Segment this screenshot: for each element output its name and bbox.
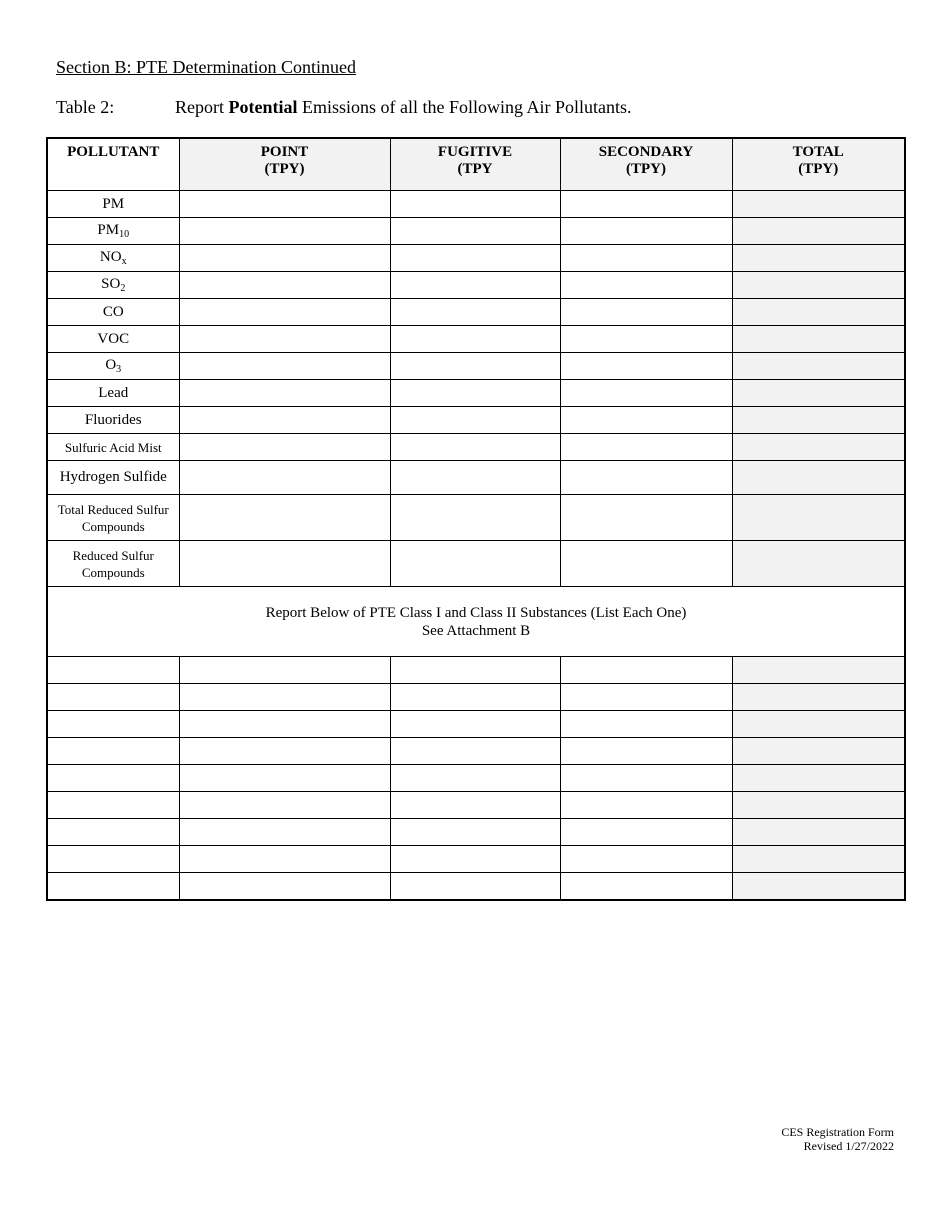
total-tpy-field[interactable] (732, 245, 905, 272)
substance-row (47, 873, 905, 901)
fugitive-tpy-field[interactable] (390, 461, 560, 495)
secondary-tpy-field[interactable] (560, 245, 732, 272)
pollutant-row (47, 495, 905, 541)
point-tpy-field[interactable] (179, 434, 390, 461)
total-tpy-field[interactable] (732, 407, 905, 434)
fugitive-tpy-field[interactable] (390, 272, 560, 299)
point-tpy-field[interactable] (179, 657, 390, 684)
total-tpy-field[interactable] (732, 380, 905, 407)
secondary-tpy-field[interactable] (560, 407, 732, 434)
total-tpy-field[interactable] (732, 657, 905, 684)
caption-text-pre: Report (175, 97, 229, 117)
pollutant-name: VOC (47, 326, 179, 353)
pollutant-name: Hydrogen Sulfide (47, 461, 179, 495)
fugitive-tpy-field[interactable] (390, 738, 560, 765)
header-secondary: SECONDARY (TPY) (560, 138, 732, 191)
point-tpy-field[interactable] (179, 299, 390, 326)
substance-row (47, 711, 905, 738)
fugitive-tpy-field[interactable] (390, 218, 560, 245)
total-tpy-field[interactable] (732, 873, 905, 901)
secondary-tpy-field[interactable] (560, 380, 732, 407)
secondary-tpy-field[interactable] (560, 434, 732, 461)
secondary-tpy-field[interactable] (560, 495, 732, 541)
substance-name-field[interactable] (47, 873, 179, 901)
fugitive-tpy-field[interactable] (390, 353, 560, 380)
fugitive-tpy-field[interactable] (390, 407, 560, 434)
substance-row (47, 819, 905, 846)
pollutant-row (47, 326, 905, 353)
fugitive-tpy-field[interactable] (390, 684, 560, 711)
secondary-tpy-field[interactable] (560, 191, 732, 218)
table-label: Table 2: (56, 97, 115, 117)
form-footer (781, 1125, 894, 1153)
pollutant-row (47, 272, 905, 299)
point-tpy-field[interactable] (179, 272, 390, 299)
point-tpy-field[interactable] (179, 245, 390, 272)
point-tpy-field[interactable] (179, 873, 390, 901)
point-tpy-field[interactable] (179, 765, 390, 792)
total-tpy-field[interactable] (732, 326, 905, 353)
point-tpy-field[interactable] (179, 792, 390, 819)
substance-name-field[interactable] (47, 765, 179, 792)
point-tpy-field[interactable] (179, 846, 390, 873)
substances-note-line2: See Attachment B (421, 622, 531, 639)
secondary-tpy-field[interactable] (560, 792, 732, 819)
point-tpy-field[interactable] (179, 711, 390, 738)
substance-name-field[interactable] (47, 684, 179, 711)
secondary-tpy-field[interactable] (560, 819, 732, 846)
pollutant-name: Fluorides (47, 407, 179, 434)
substance-name-field[interactable] (47, 738, 179, 765)
emissions-table (46, 137, 906, 901)
caption-text-post: Emissions of all the Following Air Pollutants. (297, 97, 632, 117)
total-tpy-field[interactable] (732, 541, 905, 587)
fugitive-tpy-field[interactable] (390, 792, 560, 819)
total-tpy-field[interactable] (732, 711, 905, 738)
header-point: POINT (TPY) (179, 138, 390, 191)
point-tpy-field[interactable] (179, 380, 390, 407)
pollutant-row (47, 434, 905, 461)
substance-name-field[interactable] (47, 819, 179, 846)
point-tpy-field[interactable] (179, 407, 390, 434)
pollutant-name: PM (47, 191, 179, 218)
substances-note-line1: Report Below of PTE Class I and Class II Substances (List Each One) (265, 604, 687, 621)
point-tpy-field[interactable] (179, 738, 390, 765)
fugitive-tpy-field[interactable] (390, 711, 560, 738)
pollutant-row (47, 218, 905, 245)
secondary-tpy-field[interactable] (560, 873, 732, 901)
total-tpy-field[interactable] (732, 299, 905, 326)
secondary-tpy-field[interactable] (560, 461, 732, 495)
fugitive-tpy-field[interactable] (390, 541, 560, 587)
substance-row (47, 792, 905, 819)
pollutant-row (47, 407, 905, 434)
point-tpy-field[interactable] (179, 191, 390, 218)
fugitive-tpy-field[interactable] (390, 191, 560, 218)
fugitive-tpy-field[interactable] (390, 873, 560, 901)
caption-text-bold: Potential (228, 97, 298, 117)
table-caption (56, 97, 632, 118)
secondary-tpy-field[interactable] (560, 218, 732, 245)
fugitive-tpy-field[interactable] (390, 380, 560, 407)
fugitive-tpy-field[interactable] (390, 326, 560, 353)
fugitive-tpy-field[interactable] (390, 846, 560, 873)
point-tpy-field[interactable] (179, 353, 390, 380)
point-tpy-field[interactable] (179, 819, 390, 846)
total-tpy-field[interactable] (732, 846, 905, 873)
pollutant-row (47, 191, 905, 218)
total-tpy-field[interactable] (732, 738, 905, 765)
secondary-tpy-field[interactable] (560, 765, 732, 792)
secondary-tpy-field[interactable] (560, 541, 732, 587)
secondary-tpy-field[interactable] (560, 353, 732, 380)
substance-row (47, 657, 905, 684)
fugitive-tpy-field[interactable] (390, 245, 560, 272)
secondary-tpy-field[interactable] (560, 846, 732, 873)
total-tpy-field[interactable] (732, 495, 905, 541)
secondary-tpy-field[interactable] (560, 272, 732, 299)
pollutant-row (47, 541, 905, 587)
total-tpy-field[interactable] (732, 461, 905, 495)
pollutant-name: $SO_2$ (47, 272, 179, 299)
substance-row (47, 738, 905, 765)
substance-name-field[interactable] (47, 657, 179, 684)
substance-row (47, 765, 905, 792)
fugitive-tpy-field[interactable] (390, 819, 560, 846)
point-tpy-field[interactable] (179, 541, 390, 587)
total-tpy-field[interactable] (732, 272, 905, 299)
pollutant-name: Reduced Sulfur Compounds (47, 541, 179, 587)
substance-name-field[interactable] (47, 792, 179, 819)
total-tpy-field[interactable] (732, 792, 905, 819)
secondary-tpy-field[interactable] (560, 326, 732, 353)
total-tpy-field[interactable] (732, 819, 905, 846)
header-fugitive: FUGITIVE (TPY (390, 138, 560, 191)
pollutant-row (47, 299, 905, 326)
pollutant-row (47, 380, 905, 407)
substance-name-field[interactable] (47, 711, 179, 738)
pollutant-name: $NO_x$ (47, 245, 179, 272)
footer-revision: Revised 1/27/2022 (803, 1139, 894, 1153)
total-tpy-field[interactable] (732, 218, 905, 245)
fugitive-tpy-field[interactable] (390, 495, 560, 541)
substance-name-field[interactable] (47, 846, 179, 873)
fugitive-tpy-field[interactable] (390, 434, 560, 461)
fugitive-tpy-field[interactable] (390, 765, 560, 792)
section-title: Section B: PTE Determination Continued (56, 57, 356, 77)
point-tpy-field[interactable] (179, 461, 390, 495)
pollutant-name: Sulfuric Acid Mist (47, 434, 179, 461)
fugitive-tpy-field[interactable] (390, 299, 560, 326)
pollutant-row (47, 353, 905, 380)
substance-row (47, 846, 905, 873)
pollutant-row (47, 245, 905, 272)
point-tpy-field[interactable] (179, 684, 390, 711)
header-pollutant: POLLUTANT (47, 138, 179, 191)
total-tpy-field[interactable] (732, 191, 905, 218)
total-tpy-field[interactable] (732, 353, 905, 380)
point-tpy-field[interactable] (179, 495, 390, 541)
total-tpy-field[interactable] (732, 684, 905, 711)
total-tpy-field[interactable] (732, 434, 905, 461)
header-total: TOTAL (TPY) (732, 138, 905, 191)
total-tpy-field[interactable] (732, 765, 905, 792)
secondary-tpy-field[interactable] (560, 657, 732, 684)
secondary-tpy-field[interactable] (560, 299, 732, 326)
fugitive-tpy-field[interactable] (390, 657, 560, 684)
substance-row (47, 684, 905, 711)
secondary-tpy-field[interactable] (560, 684, 732, 711)
point-tpy-field[interactable] (179, 326, 390, 353)
pollutant-name: $O_3$ (47, 353, 179, 380)
pollutant-name: Lead (47, 380, 179, 407)
substances-note (47, 587, 905, 657)
secondary-tpy-field[interactable] (560, 738, 732, 765)
footer-form-name: CES Registration Form (781, 1125, 894, 1139)
point-tpy-field[interactable] (179, 218, 390, 245)
secondary-tpy-field[interactable] (560, 711, 732, 738)
pollutant-name: CO (47, 299, 179, 326)
pollutant-name: Total Reduced Sulfur Compounds (47, 495, 179, 541)
pollutant-name: $PM_{10}$ (47, 218, 179, 245)
pollutant-row (47, 461, 905, 495)
